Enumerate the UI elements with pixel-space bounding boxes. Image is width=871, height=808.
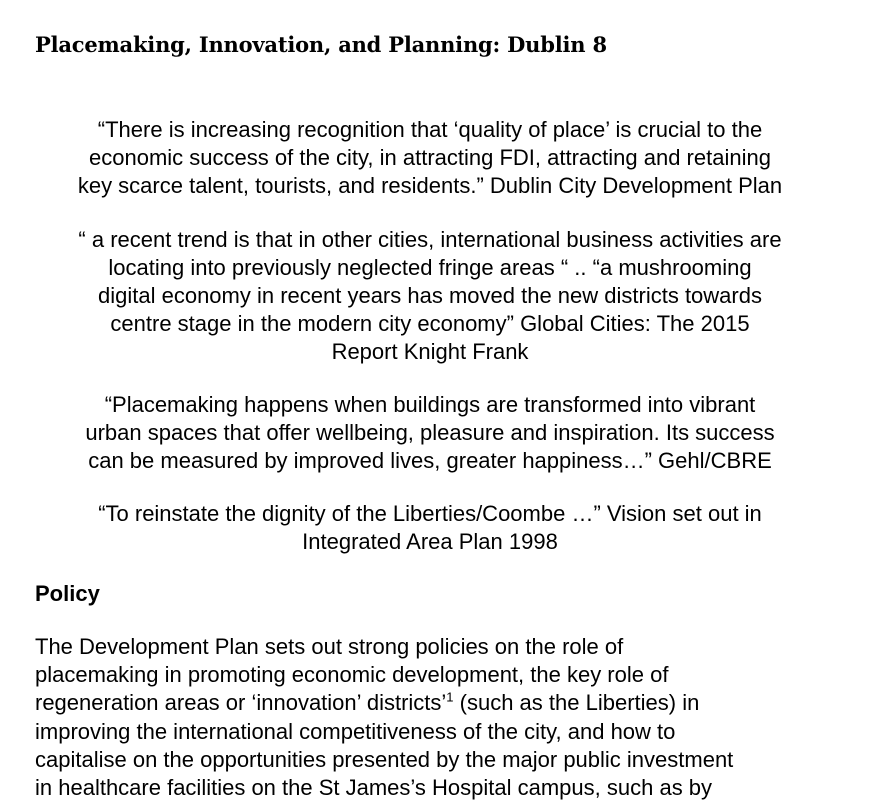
paragraph-line-tail: (such as the Liberties) in — [453, 690, 700, 716]
quote-integrated-area-plan — [20, 500, 840, 556]
quote-line: can be measured by improved lives, greater happiness…” Gehl/CBRE — [88, 448, 772, 473]
quote-gehl-cbre — [20, 391, 840, 475]
paragraph-line — [35, 689, 855, 717]
quote-line: “To reinstate the dignity of the Liberties/Coombe …” Vision set out in — [98, 501, 762, 526]
quote-line: “ a recent trend is that in other cities, international business activities are — [78, 227, 782, 252]
policy-heading: Policy — [35, 581, 100, 606]
quote-line: “There is increasing recognition that ‘quality of place’ is crucial to the — [97, 117, 763, 142]
page-title: Placemaking, Innovation, and Planning: Dublin 8 — [35, 32, 607, 57]
quote-line: “Placemaking happens when buildings are transformed into vibrant — [104, 392, 756, 417]
paragraph-line: in healthcare facilities on the St James’s Hospital campus, such as by — [35, 775, 713, 801]
quote-line: centre stage in the modern city economy” Global Cities: The 2015 — [110, 311, 750, 336]
paragraph-line-text: regeneration areas or ‘innovation’ districts’ — [35, 690, 447, 716]
policy-paragraph — [35, 633, 855, 802]
footnote-marker[interactable]: 1 — [446, 690, 454, 706]
quote-line: Integrated Area Plan 1998 — [302, 529, 558, 554]
quote-line: locating into previously neglected fringe areas “ .. “a mushrooming — [108, 255, 752, 280]
paragraph-line: capitalise on the opportunities presented by the major public investment — [35, 746, 734, 772]
paragraph-line: The Development Plan sets out strong policies on the role of — [35, 634, 624, 659]
quote-line: urban spaces that offer wellbeing, pleasure and inspiration. Its success — [85, 420, 775, 445]
paragraph-line: improving the international competitiveness of the city, and how to — [35, 718, 676, 744]
quote-knight-frank — [20, 226, 840, 366]
quote-line: digital economy in recent years has moved the new districts towards — [98, 283, 762, 308]
quote-line: Report Knight Frank — [331, 339, 529, 364]
quote-line: economic success of the city, in attracting FDI, attracting and retaining — [89, 145, 771, 170]
quote-development-plan — [20, 116, 840, 200]
quote-line: key scarce talent, tourists, and residents.” Dublin City Development Plan — [77, 173, 783, 198]
paragraph-line: placemaking in promoting economic development, the key role of — [35, 662, 669, 688]
